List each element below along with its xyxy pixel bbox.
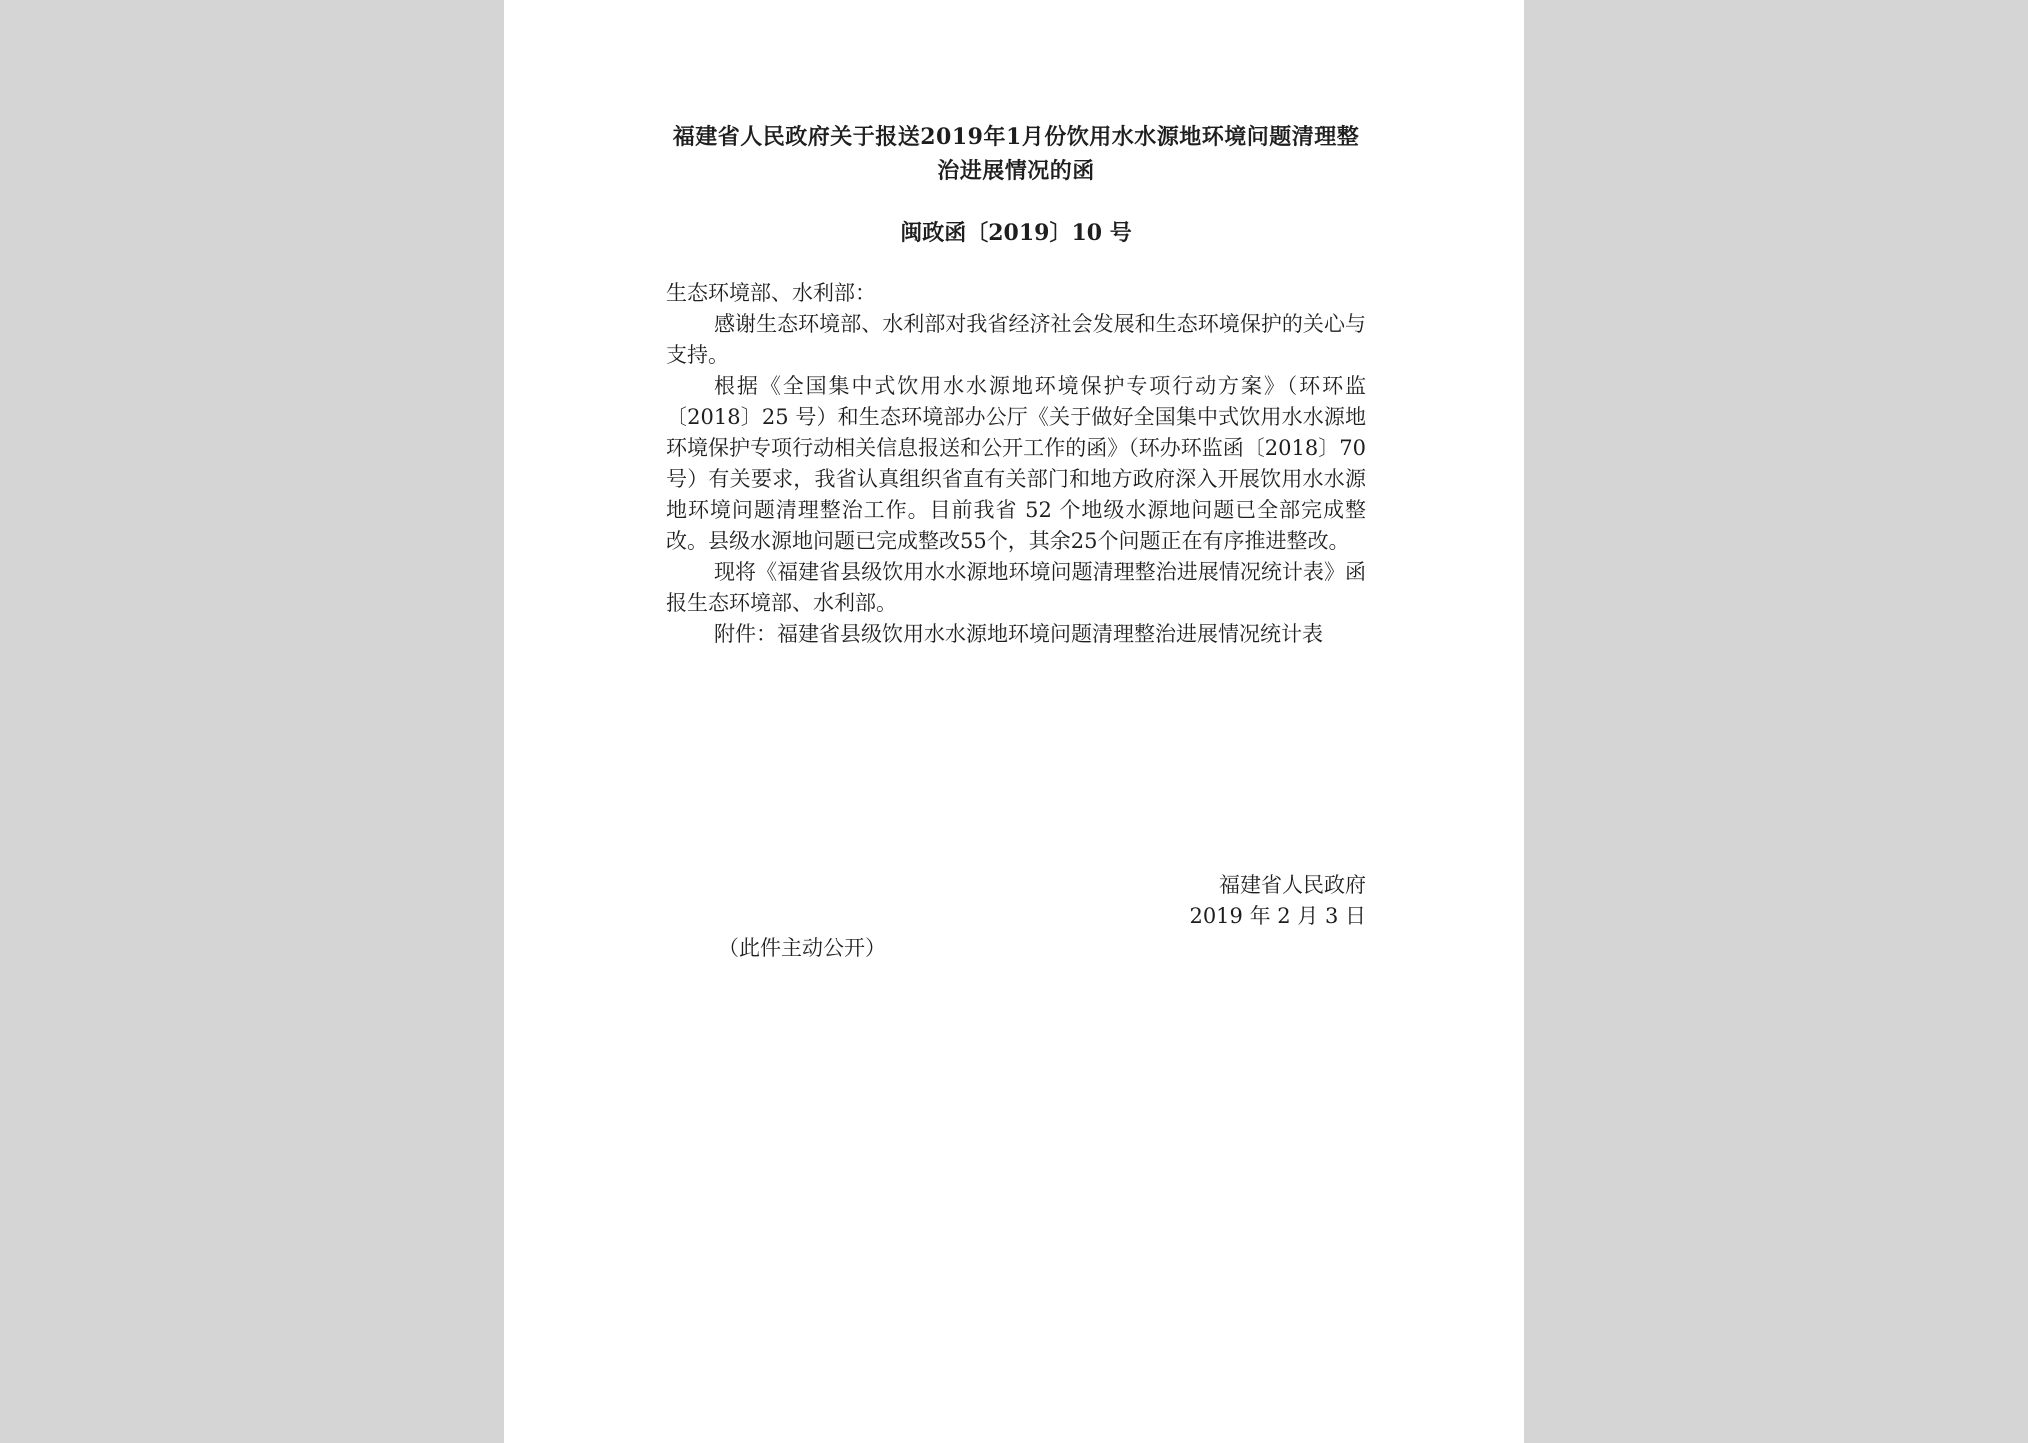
paragraph-attachment: 附件：福建省县级饮用水水源地环境问题清理整治进展情况统计表 [714, 622, 1323, 646]
paragraph-thanks: 感谢生态环境部、水利部对我省经济社会发展和生态环境保护的关心与支持。 [666, 312, 1366, 367]
signer: 福建省人民政府 [1219, 873, 1366, 897]
paragraph-basis: 根据《全国集中式饮用水水源地环境保护专项行动方案》（环环监〔2018〕25 号）和生态环境部办公厅《关于做好全国集中式饮用水水源地环境保护专项行动相关信息报送和公开工作的函》（环办环监函〔2018〕70 号）有关要求，我省认真组织省直有关部门和地方政府深入开展饮用水水源地环境问题清理整治工作。目前我省 52 个地级水源地问题已全部完成整改。县级水源地问题已完成整改55个，其余25个问题正在有序推进整改。 [666, 374, 1366, 553]
salutation: 生态环境部、水利部： [666, 281, 876, 305]
document-title: 福建省人民政府关于报送2019年1月份饮用水水源地环境问题清理整治进展情况的函 [672, 124, 1360, 184]
document-page [504, 0, 1524, 1443]
document-number: 闽政函〔2019〕10 号 [900, 220, 1132, 246]
document-body [666, 278, 1366, 650]
paragraph-report: 现将《福建省县级饮用水水源地环境问题清理整治进展情况统计表》函报生态环境部、水利部。 [666, 560, 1366, 615]
signature-date: 2019 年 2 月 3 日 [1189, 904, 1366, 928]
disclosure-note: （此件主动公开） [718, 936, 886, 960]
